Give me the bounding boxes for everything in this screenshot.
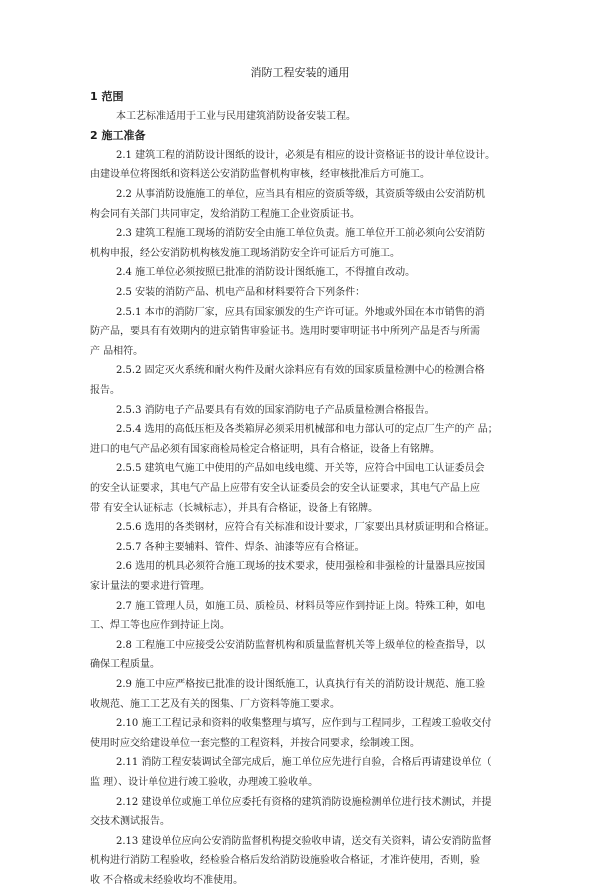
section-heading-scope: 1 范围 xyxy=(90,90,124,103)
paragraph-line: 2.5.3 消防电子产品要具有有效的国家消防电子产品质量检测合格报告。 xyxy=(116,404,435,416)
paragraph-line: 2.3 建筑工程施工现场的消防安全由施工单位负责。施工单位开工前必须向公安消防 xyxy=(116,228,486,240)
paragraph-line: 工、焊工等也应作到持证上岗。 xyxy=(90,620,230,632)
paragraph-line: 2.6 选用的机具必须符合施工现场的技术要求，使用强检和非强检的计量器具应按国 xyxy=(116,561,486,573)
paragraph-line: 2.11 消防工程安装调试全部完成后，施工单位应先进行自验，合格后再请建设单位（ xyxy=(116,757,492,769)
paragraph-line: 本工艺标准适用于工业与民用建筑消防设备安装工程。 xyxy=(116,110,356,122)
paragraph-line: 使用时应交给建设单位一套完整的工程资料，并按合同要求，绘制竣工图。 xyxy=(90,737,420,749)
paragraph-line: 由建设单位将图纸和资料送公安消防监督机构审核，经审核批准后方可施工。 xyxy=(90,169,430,181)
paragraph-line: 2.5.1 本市的消防厂家，应具有国家颁发的生产许可证。外地或外国在本市销售的消 xyxy=(116,306,485,318)
paragraph-line: 构会同有关部门共同审定，发给消防工程施工企业资质证书。 xyxy=(90,208,360,220)
paragraph-line: 带 有安全认证标志（长城标志），并具有合格证，设备上有铭牌。 xyxy=(90,502,379,514)
paragraph-line: 2.5.2 固定灭火系统和耐火构件及耐火涂料应有有效的国家质量检测中心的检测合格 xyxy=(116,365,485,377)
paragraph-line: 2.5 安装的消防产品、机电产品和材料要符合下列条件： xyxy=(116,287,366,298)
paragraph-line: 防产品，要具有有效期内的进京销售审验证书。选用时要审明证书中所列产品是否与所需 xyxy=(90,326,480,338)
section-heading-preparation: 2 施工准备 xyxy=(90,129,146,143)
paragraph-line: 交技术测试报告。 xyxy=(90,816,170,828)
paragraph-line: 2.1 建筑工程的消防设计图纸的设计，必须是有相应的设计资格证书的设计单位设计。 xyxy=(116,149,496,161)
paragraph-line: 2.10 施工工程记录和资料的收集整理与填写，应作到与工程同步，工程竣工验收交付 xyxy=(116,718,492,730)
paragraph-line: 收规范、施工工艺及有关的图集、厂方资料等施工要求。 xyxy=(90,698,340,710)
paragraph-line: 机构进行消防工程验收，经检验合格后发给消防设施验收合格证，才准许使用，否则，验 xyxy=(90,855,480,867)
paragraph-line: 2.5.4 选用的高低压柜及各类箱屏必须采用机械部和电力部认可的定点厂生产的产 品； xyxy=(116,424,498,436)
paragraph-line: 2.8 工程施工中应接受公安消防监督机构和质量监督机关等上级单位的检查指导，以 xyxy=(116,639,486,651)
paragraph-line: 的安全认证要求，其电气产品上应带有安全认证委员会的安全认证要求，其电气产品上应 xyxy=(90,483,480,494)
paragraph-line: 报告。 xyxy=(90,385,120,396)
paragraph-line: 2.12 建设单位或施工单位应委托有资格的建筑消防设施检测单位进行技术测试，并提 xyxy=(116,796,492,808)
paragraph-line: 确保工程质量。 xyxy=(90,659,160,671)
paragraph-line: 2.5.7 各种主要辅料、管件、焊条、油漆等应有合格证。 xyxy=(116,541,365,553)
paragraph-line: 2.2 从事消防设施施工的单位，应当具有相应的资质等级，其资质等级由公安消防机 xyxy=(116,189,486,200)
paragraph-line: 产 品相符。 xyxy=(90,345,144,357)
paragraph-line: 家计量法的要求进行管理。 xyxy=(90,581,210,592)
paragraph-line: 2.5.5 建筑电气施工中使用的产品如电线电缆、开关等，应符合中国电工认证委员会 xyxy=(116,463,485,475)
paragraph-line: 2.4 施工单位必须按照已批准的消防设计图纸施工，不得擅自改动。 xyxy=(116,267,416,279)
paragraph-line: 进口的电气产品必须有国家商检局检定合格证明，具有合格证，设备上有铭牌。 xyxy=(90,443,440,455)
paragraph-line: 2.5.6 选用的各类钢材，应符合有关标准和设计要求，厂家要出具材质证明和合格证。 xyxy=(116,522,495,534)
paragraph-line: 机构申报，经公安消防机构核发施工现场消防安全许可证后方可施工。 xyxy=(90,247,400,259)
paragraph-line: 2.13 建设单位应向公安消防监督机构提交验收申请，送交有关资料，请公安消防监督 xyxy=(116,835,492,847)
paragraph-line: 2.7 施工管理人员，如施工员、质检员、材料员等应作到持证上岗。特殊工种，如电 xyxy=(116,600,486,612)
paragraph-line: 收 不合格或未经验收均不准使用。 xyxy=(90,875,244,886)
paragraph-line: 2.9 施工中应严格按已批准的设计图纸施工，认真执行有关的消防设计规范、施工验 xyxy=(116,679,486,690)
paragraph-line: 监 理）、设计单位进行竣工验收，办理竣工验收单。 xyxy=(90,777,319,788)
document-title: 消防工程安装的通用 xyxy=(250,66,350,79)
